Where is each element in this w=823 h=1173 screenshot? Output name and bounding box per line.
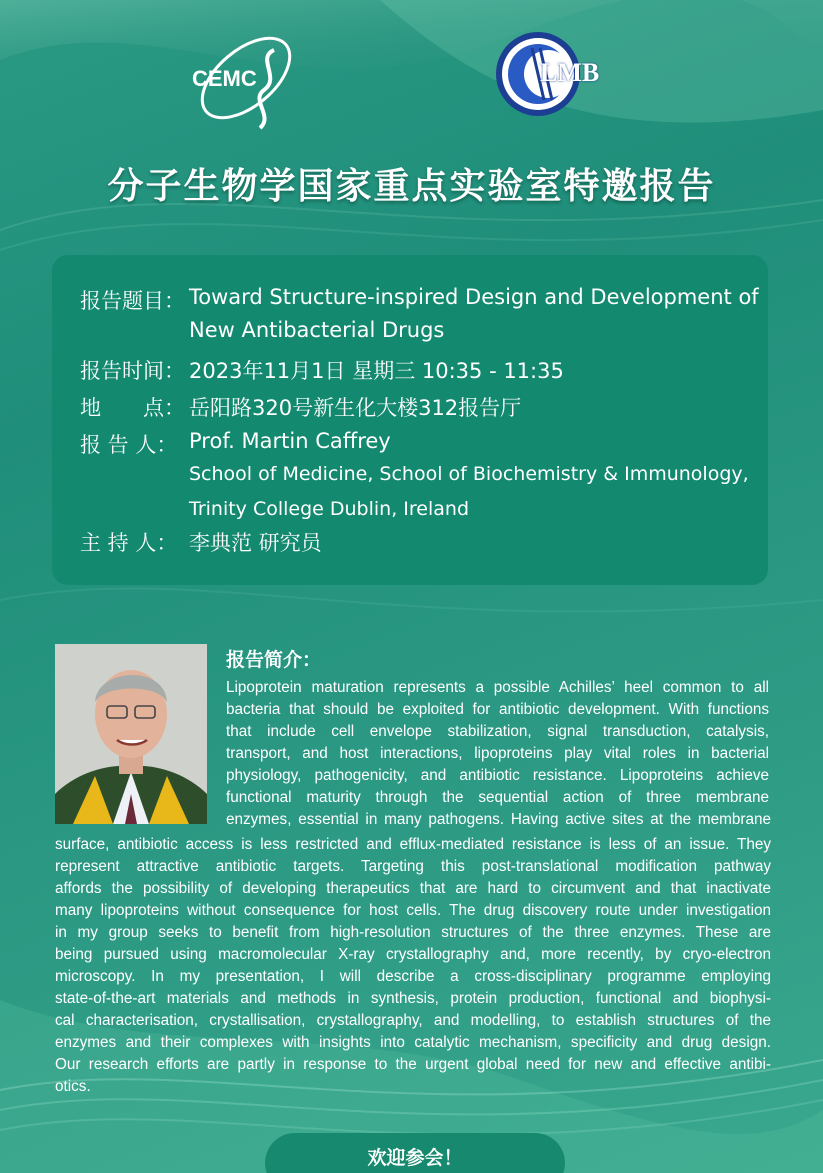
time-row [80, 355, 564, 385]
affiliation-line-2: Trinity College Dublin, Ireland [189, 498, 470, 520]
abstract-line: physiology, pathogenicity, and antibiotic resistance. Lipoproteins achieve [226, 767, 769, 784]
welcome-text: 欢迎参会！ [367, 1147, 463, 1169]
topic-label: 报告题目： [80, 289, 185, 313]
host-value: 李典范 研究员 [189, 531, 322, 555]
abstract-line: surface, antibiotic access is less restricted and efflux-mediated resistance is less of an issue. They [55, 836, 771, 853]
abstract-line: enzymes and their complexes with insights into catalytic mechanism, specificity and drug design. [55, 1034, 771, 1051]
abstract-line: being pursued using macromolecular X-ray crystallography and, more recently, by cryo-electron [55, 946, 771, 963]
abstract-line: otics. [55, 1078, 91, 1095]
topic-row [80, 285, 759, 315]
place-label: 地 点： [80, 396, 185, 420]
abstract-line: in my group seeks to benefit from high-resolution structures of the three enzymes. These are [55, 924, 771, 941]
abstract-line: affords the possibility of developing therapeutics that are hard to circumvent and that inactivate [55, 880, 771, 897]
place-value: 岳阳路320号新生化大楼312报告厅 [189, 396, 522, 420]
speaker-label: 报 告 人： [80, 433, 178, 457]
abstract-heading: 报告简介： [226, 649, 322, 671]
abstract-line: bacteria that should be exploited for antibiotic development. With functions [226, 701, 769, 718]
time-label: 报告时间： [80, 359, 185, 383]
seminar-info-panel [52, 255, 768, 585]
cemc-logo [186, 28, 302, 136]
speaker-photo [55, 644, 207, 824]
abstract-line: Our research efforts are partly in response to the urgent global need for new and effective antibi- [55, 1056, 771, 1073]
page-title: 分子生物学国家重点实验室特邀报告 [107, 166, 716, 207]
abstract-line: Lipoprotein maturation represents a possible Achilles’ heel common to all [226, 679, 769, 696]
topic-line-1: Toward Structure-inspired Design and Development of [189, 285, 759, 309]
time-value: 2023年11月1日 星期三 10:35 - 11:35 [189, 359, 564, 383]
affiliation-line-1: School of Medicine, School of Biochemistry & Immunology, [189, 463, 749, 485]
lmb-logo [492, 28, 616, 124]
abstract-line: state-of-the-art materials and methods in synthesis, protein production, functional and biophysi- [55, 990, 771, 1007]
abstract-line: functional maturity through the sequential action of three membrane [226, 789, 769, 806]
abstract-line: cal characterisation, crystallisation, crystallography, and modelling, to establish structures of the [55, 1012, 771, 1029]
cemc-logo-text: CEMC [192, 66, 257, 91]
speaker-row [80, 429, 391, 459]
abstract-line: transport, and host interactions, lipoproteins play vital roles in bacterial [226, 745, 769, 762]
abstract-line: many lipoproteins without consequence for host cells. The drug discovery route under investigation [55, 902, 771, 919]
speaker-name: Prof. Martin Caffrey [189, 429, 391, 453]
lmb-logo-text: LMB [540, 58, 600, 87]
abstract-line: that include cell envelope stabilization, signal transduction, catalysis, [226, 723, 769, 740]
abstract-line: microscopy. In my presentation, I will describe a cross-disciplinary programme employing [55, 968, 771, 985]
place-row [80, 392, 522, 422]
abstract-line: enzymes, essential in many pathogens. Having active sites at the membrane [226, 811, 771, 828]
topic-line-2: New Antibacterial Drugs [189, 318, 445, 342]
host-label: 主 持 人： [80, 531, 178, 555]
abstract-line: represent attractive antibiotic targets. Targeting this post-translational modification pathway [55, 858, 771, 875]
host-row [80, 527, 322, 557]
